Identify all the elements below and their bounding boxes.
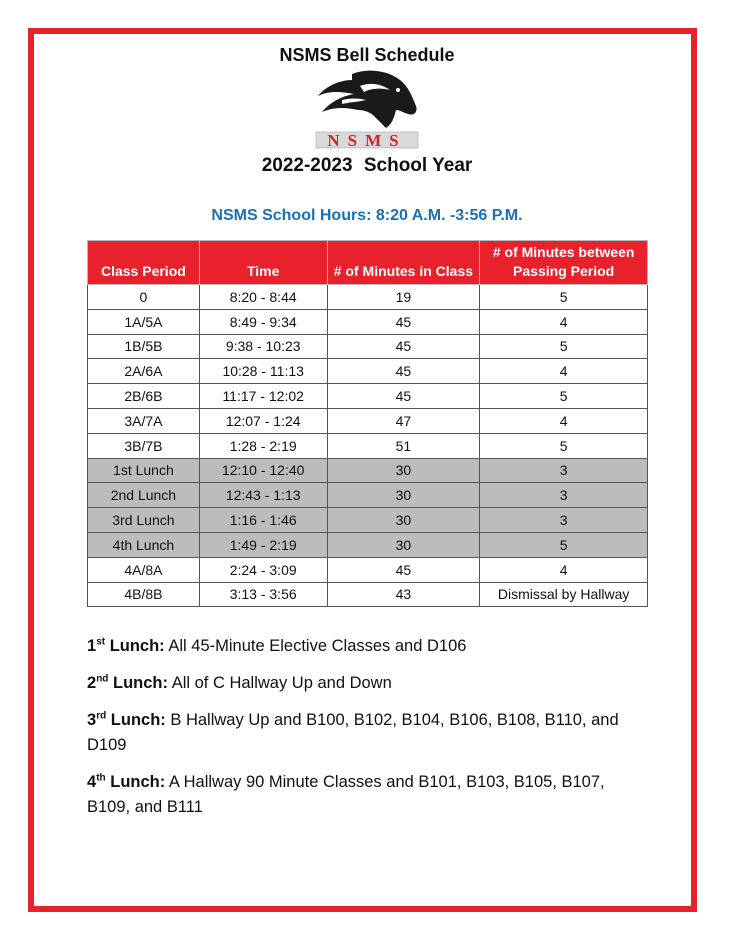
- lunch-note-text: All 45-Minute Elective Classes and D106: [168, 637, 467, 655]
- cell-period: 0: [88, 285, 200, 310]
- table-row: [88, 408, 648, 433]
- cell-minutes: 19: [327, 285, 480, 310]
- cell-passing: 5: [480, 334, 648, 359]
- header-class-period: Class Period: [88, 241, 200, 285]
- cell-passing: 4: [480, 359, 648, 384]
- cell-passing: 5: [480, 433, 648, 458]
- cell-passing: 3: [480, 458, 648, 483]
- cell-minutes: 30: [327, 483, 480, 508]
- cell-period: 2nd Lunch: [88, 483, 200, 508]
- cell-period: 1B/5B: [88, 334, 200, 359]
- table-row: [88, 532, 648, 557]
- lunch-notes: [87, 634, 647, 832]
- cell-time: 1:16 - 1:46: [199, 508, 327, 533]
- cell-passing: 3: [480, 483, 648, 508]
- cell-passing: 5: [480, 384, 648, 409]
- year-label: School Year: [363, 155, 473, 176]
- table-row: [88, 334, 648, 359]
- cell-minutes: 45: [327, 557, 480, 582]
- cell-time: 1:49 - 2:19: [199, 532, 327, 557]
- lunch-number: 1: [87, 637, 97, 655]
- cell-minutes: 45: [327, 334, 480, 359]
- cell-period: 1st Lunch: [88, 458, 200, 483]
- lunch-word: Lunch:: [110, 711, 166, 729]
- table-row: [88, 433, 648, 458]
- cell-time: 12:10 - 12:40: [199, 458, 327, 483]
- cell-period: 4B/8B: [88, 582, 200, 607]
- cell-period: 4A/8A: [88, 557, 200, 582]
- cell-time: 10:28 - 11:13: [199, 359, 327, 384]
- cell-passing: 5: [480, 285, 648, 310]
- cell-time: 11:17 - 12:02: [199, 384, 327, 409]
- cell-passing: 4: [480, 309, 648, 334]
- table-row: [88, 384, 648, 409]
- table-row: [88, 508, 648, 533]
- cell-passing: Dismissal by Hallway: [480, 582, 648, 607]
- cell-time: 1:28 - 2:19: [199, 433, 327, 458]
- cell-time: 9:38 - 10:23: [199, 334, 327, 359]
- cell-time: 8:20 - 8:44: [199, 285, 327, 310]
- lunch-ordinal: nd: [96, 673, 109, 685]
- lunch-note-label: [87, 637, 165, 655]
- lunch-number: 2: [87, 674, 97, 692]
- school-hours: NSMS School Hours: 8:20 A.M. -3:56 P.M.: [211, 207, 523, 224]
- lunch-note-label: [87, 674, 168, 692]
- page-title: NSMS Bell Schedule: [279, 45, 455, 65]
- lunch-note: [87, 708, 647, 758]
- cell-minutes: 43: [327, 582, 480, 607]
- year-range: 2022-2023: [261, 155, 353, 176]
- cell-period: 3rd Lunch: [88, 508, 200, 533]
- cell-period: 4th Lunch: [88, 532, 200, 557]
- table-header-row: [88, 241, 648, 285]
- table-row: [88, 309, 648, 334]
- cell-time: 12:07 - 1:24: [199, 408, 327, 433]
- lunch-number: 3: [87, 711, 97, 729]
- header-minutes-in-class: # of Minutes in Class: [327, 241, 480, 285]
- header-time: Time: [199, 241, 327, 285]
- cell-period: 1A/5A: [88, 309, 200, 334]
- lunch-note-text: B Hallway Up and B100, B102, B104, B106, B108, B110, and D109: [87, 711, 619, 754]
- lunch-ordinal: th: [96, 772, 106, 784]
- cell-period: 3B/7B: [88, 433, 200, 458]
- table-row: [88, 582, 648, 607]
- header-passing-minutes: # of Minutes between Passing Period: [480, 241, 648, 285]
- table-body: [88, 285, 648, 607]
- cell-minutes: 51: [327, 433, 480, 458]
- cell-passing: 4: [480, 408, 648, 433]
- cell-period: 3A/7A: [88, 408, 200, 433]
- lunch-note-label: [87, 711, 166, 729]
- cell-time: 8:49 - 9:34: [199, 309, 327, 334]
- cell-passing: 5: [480, 532, 648, 557]
- school-year: [0, 155, 734, 177]
- bell-schedule-table: [87, 240, 648, 607]
- lunch-note: [87, 770, 647, 820]
- cell-period: 2B/6B: [88, 384, 200, 409]
- mustang-logo: [312, 66, 422, 150]
- lunch-note-label: [87, 773, 165, 791]
- cell-minutes: 30: [327, 532, 480, 557]
- horse-head-icon: [318, 71, 417, 128]
- table-row: [88, 557, 648, 582]
- cell-minutes: 30: [327, 458, 480, 483]
- table-row: [88, 458, 648, 483]
- cell-passing: 4: [480, 557, 648, 582]
- cell-minutes: 47: [327, 408, 480, 433]
- lunch-ordinal: st: [96, 636, 106, 648]
- cell-time: 3:13 - 3:56: [199, 582, 327, 607]
- cell-time: 12:43 - 1:13: [199, 483, 327, 508]
- logo-text: NSMS: [327, 131, 407, 150]
- lunch-note-text: All of C Hallway Up and Down: [171, 674, 392, 692]
- lunch-note: [87, 634, 647, 659]
- lunch-number: 4: [87, 773, 97, 791]
- table-row: [88, 483, 648, 508]
- lunch-note-text: A Hallway 90 Minute Classes and B101, B103, B105, B107, B109, and B111: [87, 773, 605, 816]
- table-row: [88, 285, 648, 310]
- lunch-word: Lunch:: [110, 773, 166, 791]
- lunch-word: Lunch:: [113, 674, 168, 692]
- lunch-ordinal: rd: [96, 710, 107, 722]
- cell-period: 2A/6A: [88, 359, 200, 384]
- cell-minutes: 45: [327, 359, 480, 384]
- cell-minutes: 45: [327, 309, 480, 334]
- table-row: [88, 359, 648, 384]
- cell-time: 2:24 - 3:09: [199, 557, 327, 582]
- lunch-word: Lunch:: [109, 637, 165, 655]
- cell-minutes: 45: [327, 384, 480, 409]
- cell-passing: 3: [480, 508, 648, 533]
- cell-minutes: 30: [327, 508, 480, 533]
- lunch-note: [87, 671, 647, 696]
